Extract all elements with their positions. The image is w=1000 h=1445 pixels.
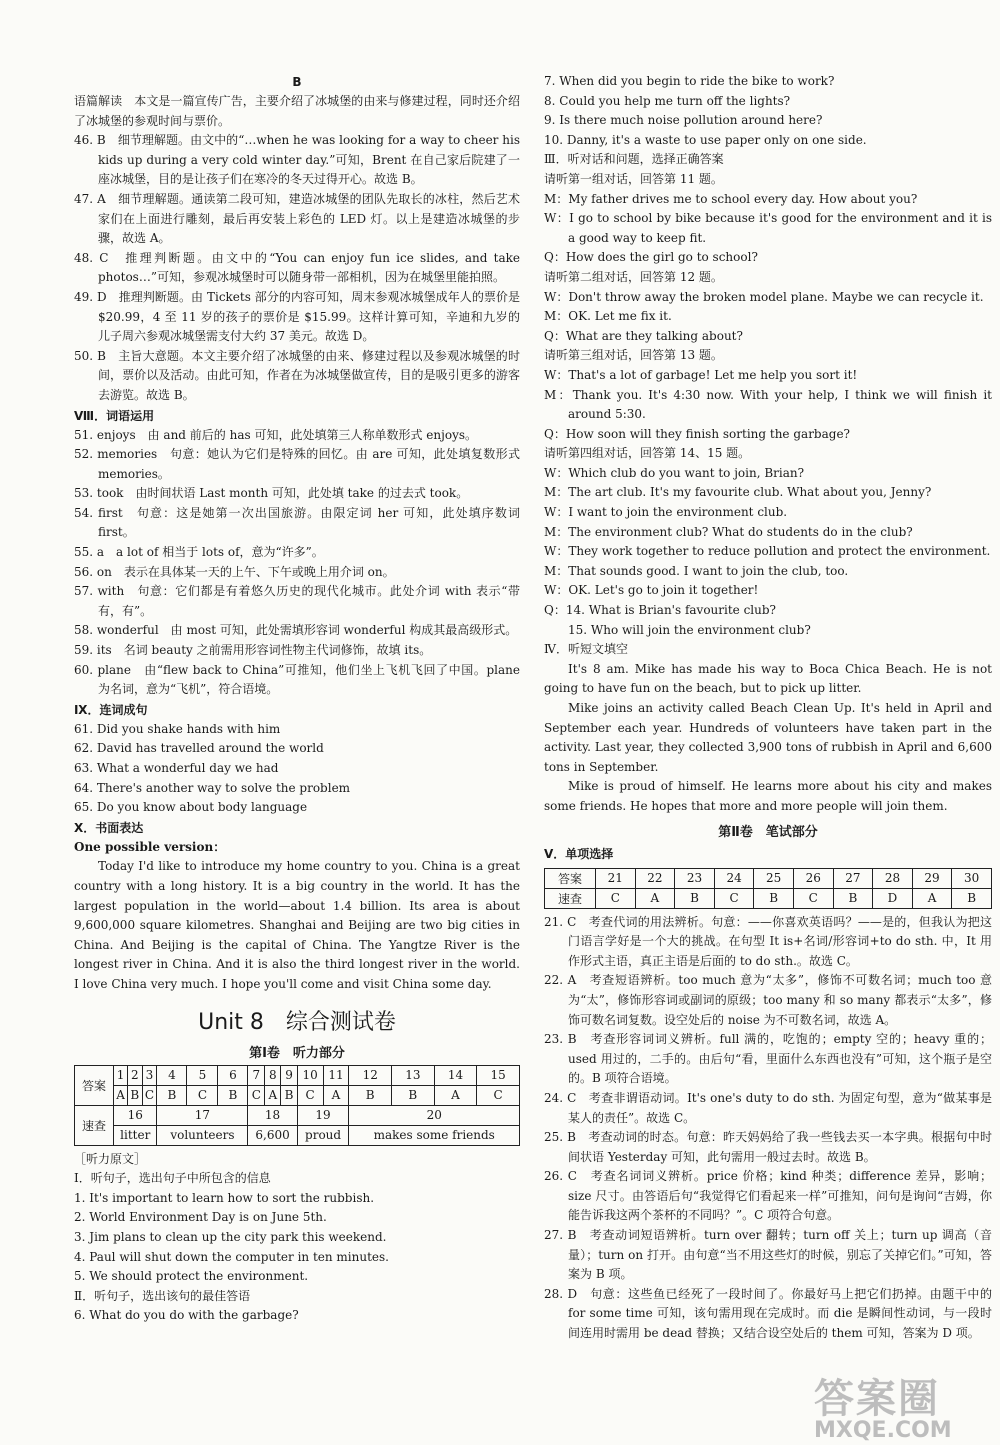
- sentence-5: 5. We should protect the environment.: [74, 1269, 309, 1284]
- answer-label-cell: 答案: [545, 868, 596, 888]
- answer-cell: B: [128, 1085, 142, 1105]
- answer-cell: A: [265, 1085, 281, 1105]
- answer-cell: litter: [114, 1125, 157, 1145]
- answer-cell: B: [281, 1085, 297, 1105]
- answer-51: 51. enjoys 由 and 前后的 has 可知，此处填第三人称单数形式 enjoys。: [74, 427, 478, 442]
- sentence-4: 4. Paul will shut down the computer in ten minutes.: [74, 1249, 389, 1264]
- answer-cell: C: [477, 1085, 520, 1105]
- qnum-cell: 26: [793, 868, 833, 888]
- answer-59: 59. its 名词 beauty 之前需用形容词性物主代词修饰，故填 its。: [74, 643, 432, 658]
- section-9-heading: Ⅸ．连词成句: [74, 702, 148, 717]
- sentence-9: 9. Is there much noise pollution around here?: [544, 113, 823, 128]
- answer-cell: A: [114, 1085, 128, 1105]
- answer-cell: D: [873, 888, 913, 908]
- left-column: [74, 72, 520, 1326]
- part-iii-heading: Ⅲ．听对话和问题，选择正确答案: [544, 152, 724, 167]
- answer-21: 21. C 考查代词的用法辨析。句意：——你喜欢英语吗？——是的，但我认为把这门语言学好是一个大的挑战。在句型 It is+名词/形容词+to do sth. 中，It 用作形式主语，真正主语是后面的 to do sth.。故选 C。: [544, 914, 992, 968]
- part-iv-heading: Ⅳ．听短文填空: [544, 642, 628, 657]
- answer-cell: C: [714, 888, 754, 908]
- qnum-cell: 8: [265, 1065, 281, 1085]
- answer-24: 24. C 考查非谓语动词。It's one's duty to do sth. 为固定句型，意为“做某事是某人的责任”。故选 C。: [544, 1090, 992, 1125]
- qnum-cell: 21: [596, 868, 636, 888]
- qnum-cell: 13: [392, 1065, 435, 1085]
- answer-cell: C: [297, 1085, 323, 1105]
- dialogue-line: M：Thank you. It's 4:30 now. With your help, I think we will finish it around 5:30.: [544, 387, 992, 422]
- answer-cell: proud: [297, 1125, 349, 1145]
- unit-title: Unit 8 综合测试卷: [198, 1009, 396, 1035]
- answer-cell: makes some friends: [349, 1125, 520, 1145]
- answer-cell: C: [596, 888, 636, 908]
- listening-part-title: 第Ⅰ卷 听力部分: [249, 1045, 345, 1061]
- part-i-heading: Ⅰ．听句子，选出句子中所包含的信息: [74, 1171, 271, 1186]
- sentence-10: 10. Danny, it's a waste to use paper only on one side.: [544, 132, 867, 147]
- quick-label-cell: 速查: [545, 888, 596, 908]
- sentence-8: 8. Could you help me turn off the lights?: [544, 93, 791, 108]
- group-1-instruction: 请听第一组对话，回答第 11 题。: [544, 171, 723, 186]
- answer-27: 27. B 考查动词短语辨析。turn over 翻转；turn off 关上；turn up 调高（音量）；turn on 打开。由句意“当不用这些灯的时候，别忘了关掉它们。”可知，答案为 B 项。: [544, 1228, 992, 1282]
- qnum-cell: 24: [714, 868, 754, 888]
- qnum-cell: 30: [952, 868, 992, 888]
- written-part-title: 第Ⅱ卷 笔试部分: [718, 824, 818, 840]
- dialogue-line: Q：What are they talking about?: [544, 328, 743, 343]
- qnum-cell: 16: [114, 1105, 157, 1125]
- answer-cell: B: [157, 1085, 187, 1105]
- answer-55: 55. a a lot of 相当于 lots of，意为“许多”。: [74, 545, 324, 560]
- answer-cell: C: [793, 888, 833, 908]
- answer-cell: B: [833, 888, 873, 908]
- answer-53: 53. took 由时间状语 Last month 可知，此处填 take 的过去式 took。: [74, 486, 469, 501]
- dialogue-line: Q：How does the girl go to school?: [544, 250, 758, 265]
- answer-61: 61. Did you shake hands with him: [74, 721, 281, 736]
- answer-65: 65. Do you know about body language: [74, 800, 308, 815]
- dialogue-line: M：My father drives me to school every day. How about you?: [544, 191, 918, 206]
- dialogue-line: W：Don't throw away the broken model plane. Maybe we can recycle it.: [544, 289, 984, 304]
- transcript-label: ［听力原文］: [74, 1151, 147, 1166]
- dialogue-line: W：They work together to reduce pollution and protect the environment.: [544, 544, 991, 559]
- answer-cell: B: [675, 888, 715, 908]
- group-4-instruction: 请听第四组对话，回答第 14、15 题。: [544, 446, 751, 461]
- dialogue-line: W：That's a lot of garbage! Let me help you sort it!: [544, 367, 858, 382]
- qnum-cell: 28: [873, 868, 913, 888]
- qnum-cell: 14: [434, 1065, 477, 1085]
- passage-intro: 语篇解读 本文是一篇宣传广告，主要介绍了冰城堡的由来与修建过程，同时还介绍了冰城堡的参观时间与票价。: [74, 94, 520, 128]
- watermark-text: 答案圈: [814, 1376, 940, 1422]
- answer-63: 63. What a wonderful day we had: [74, 761, 279, 775]
- qnum-cell: 18: [248, 1105, 297, 1125]
- qnum-cell: 22: [635, 868, 675, 888]
- sentence-3: 3. Jim plans to clean up the city park this weekend.: [74, 1229, 387, 1244]
- passage-paragraph-1: It's 8 am. Mike has made his way to Boca Chica Beach. He is not going to have fun on the beach, but to pick up litter.: [544, 661, 992, 696]
- answer-cell: B: [218, 1085, 248, 1105]
- answer-cell: volunteers: [157, 1125, 248, 1145]
- sample-essay: Today I'd like to introduce my home country to you. China is a great country with a long history. It is a big country in the world. It has the largest population in the world—about 1.4 billion. Its area is about 9,600,000 square kilometres. Shanghai and Beijing are two big cities in China. And Beijing is the capital of China. The Yangtze River is the longest river in China. And it is also the third longest river in the world. I love China very much. I hope you'll come and visit China some day.: [74, 859, 520, 991]
- qnum-cell: 19: [297, 1105, 349, 1125]
- qnum-cell: 1: [114, 1065, 128, 1085]
- passage-paragraph-2: Mike joins an activity called Beach Clean Up. It's held in April and September each year. Hundreds of volunteers have taken part in the activity. Last year, they collected 3,900 tons of rubbish in April and 6,600 tons in September.: [544, 701, 992, 774]
- section-5-heading: Ⅴ．单项选择: [544, 846, 614, 861]
- qnum-cell: 15: [477, 1065, 520, 1085]
- answer-50: 50. B 主旨大意题。本文主要介绍了冰城堡的由来、修建过程以及参观冰城堡的时间，票价以及活动。由此可知，作者在为冰城堡做宣传，目的是吸引更多的游客去游览。故选 B。: [74, 348, 520, 402]
- answer-cell: B: [349, 1085, 392, 1105]
- quick-label-cell: 速查: [75, 1105, 114, 1145]
- answer-cell: C: [142, 1085, 157, 1105]
- answer-58: 58. wonderful 由 most 可知，此处需填形容词 wonderful 构成其最高级形式。: [74, 623, 518, 638]
- qnum-cell: 4: [157, 1065, 187, 1085]
- answer-cell: B: [754, 888, 794, 908]
- qnum-cell: 17: [157, 1105, 248, 1125]
- answer-cell: A: [434, 1085, 477, 1105]
- dialogue-line: 15. Who will join the environment club?: [568, 622, 811, 637]
- mc-answer-table: [544, 868, 992, 909]
- section-b-heading: B: [292, 75, 302, 89]
- passage-paragraph-3: Mike is proud of himself. He learns more about his city and makes some friends. He hopes that more and more people will join them.: [544, 779, 992, 813]
- qnum-cell: 12: [349, 1065, 392, 1085]
- answer-cell: C: [248, 1085, 265, 1105]
- dialogue-line: M：That sounds good. I want to join the club, too.: [544, 563, 849, 578]
- answer-cell: A: [912, 888, 952, 908]
- qnum-cell: 10: [297, 1065, 323, 1085]
- answer-cell: B: [392, 1085, 435, 1105]
- answer-23: 23. B 考查形容词词义辨析。full 满的，吃饱的；empty 空的；heavy 重的；used 用过的，二手的。由后句“看，里面什么东西也没有”可知，这个瓶子是空的。B 项符合语境。: [544, 1032, 992, 1086]
- answer-56: 56. on 表示在具体某一天的上午、下午或晚上用介词 on。: [74, 564, 395, 579]
- watermark: [814, 1367, 994, 1443]
- section-8-heading: Ⅷ．词语运用: [74, 408, 155, 423]
- answer-26: 26. C 考查名词词义辨析。price 价格；kind 种类；difference 差异，影响；size 尺寸。由答语后句“我觉得它们看起来一样”可推知，问句是询问“吉姆，你能告诉我这两个茶杯的不同吗？”。C 项符合句意。: [544, 1169, 992, 1223]
- part-ii-heading: Ⅱ．听句子，选出该句的最佳答语: [74, 1288, 251, 1303]
- dialogue-line: W：Which club do you want to join, Brian?: [544, 465, 805, 480]
- group-3-instruction: 请听第三组对话，回答第 13 题。: [544, 348, 723, 363]
- answer-46: 46. B 细节理解题。由文中的“…when he was looking for a way to cheer his kids up during a very cold winter day.”可知，Brent 在自己家后院建了一座冰城堡，目的是让孩子们在寒冷的冬天过得开心。故选 B。: [74, 133, 520, 187]
- answer-cell: B: [952, 888, 992, 908]
- qnum-cell: 29: [912, 868, 952, 888]
- answer-25: 25. B 考查动词的时态。句意：昨天妈妈给了我一些钱去买一本字典。根据句中时间状语 Yesterday 可知，此句需用一般过去时。故选 B。: [544, 1130, 992, 1164]
- answer-cell: A: [635, 888, 675, 908]
- answer-cell: 6,600: [248, 1125, 297, 1145]
- possible-version-label: One possible version：: [74, 839, 226, 854]
- answer-cell: C: [187, 1085, 218, 1105]
- dialogue-line: W：OK. Let's go to join it together!: [544, 583, 759, 598]
- qnum-cell: 3: [142, 1065, 157, 1085]
- answer-47: 47. A 细节理解题。通读第二段可知，建造冰城堡的团队先取长的冰柱，然后艺术家们在上面进行雕刻，最后再安装上彩色的 LED 灯。以上是建造冰城堡的步骤，故选 A。: [74, 191, 520, 246]
- dialogue-line: W：I want to join the environment club.: [544, 505, 788, 520]
- dialogue-line: W：I go to school by bike because it's good for the environment and it is a good way to keep fit.: [544, 211, 992, 245]
- qnum-cell: 9: [281, 1065, 297, 1085]
- sentence-6: 6. What do you do with the garbage?: [74, 1308, 299, 1323]
- qnum-cell: 6: [218, 1065, 248, 1085]
- qnum-cell: 25: [754, 868, 794, 888]
- qnum-cell: 20: [349, 1105, 520, 1125]
- sentence-2: 2. World Environment Day is on June 5th.: [74, 1210, 327, 1225]
- qnum-cell: 5: [187, 1065, 218, 1085]
- answer-28: 28. D 句意：这些鱼已经死了一段时间了。你最好马上把它们扔掉。由题干中的 for some time 可知，该句需用现在完成时。而 die 是瞬间性动词，与一段时间连用时需用 be dead 替换；又结合设空处后的 them 可知，答案为 D 项。: [544, 1286, 992, 1341]
- answer-54: 54. first 句意：这是她第一次出国旅游。由限定词 her 可知，此处填序数词 first。: [74, 505, 520, 540]
- dialogue-line: M：The art club. It's my favourite club. What about you, Jenny?: [544, 485, 932, 500]
- qnum-cell: 11: [323, 1065, 349, 1085]
- group-2-instruction: 请听第二组对话，回答第 12 题。: [544, 269, 723, 284]
- answer-57: 57. with 句意：它们都是有着悠久历史的现代化城市。此处介词 with 表示“带有，有”。: [74, 584, 520, 618]
- qnum-cell: 27: [833, 868, 873, 888]
- answer-64: 64. There's another way to solve the problem: [74, 780, 351, 795]
- answer-62: 62. David has travelled around the world: [74, 741, 324, 756]
- answer-22: 22. A 考查短语辨析。too much 意为“太多”，修饰不可数名词；much too 意为“太”，修饰形容词或副词的原级；too many 和 so many 都表示“太多”，修饰可数名词复数。设空处后的 noise 为不可数名词，故选 A。: [544, 973, 992, 1027]
- qnum-cell: 23: [675, 868, 715, 888]
- answer-60: 60. plane 由“flew back to China”可推知，他们坐上飞机飞回了中国。plane 为名词，意为“飞机”，符合语境。: [74, 662, 520, 697]
- section-10-heading: Ⅹ．书面表达: [74, 820, 144, 835]
- dialogue-line: Q：14. What is Brian's favourite club?: [544, 603, 776, 618]
- sentence-7: 7. When did you begin to ride the bike to work?: [544, 74, 835, 88]
- right-column: [544, 72, 992, 1344]
- qnum-cell: 7: [248, 1065, 265, 1085]
- answer-48: 48. C 推理判断题。由文中的“You can enjoy fun ice slides, and take photos…”可知，参观冰城堡时可以随身带一部相机，因为在城堡里能拍照。: [74, 250, 520, 285]
- dialogue-line: M：OK. Let me fix it.: [544, 309, 672, 324]
- listening-answer-table: [74, 1065, 520, 1146]
- watermark-url: MXQE.COM: [814, 1418, 952, 1443]
- answer-52: 52. memories 句意：她认为它们是特殊的回忆。由 are 可知，此处填复数形式 memories。: [74, 447, 520, 481]
- qnum-cell: 2: [128, 1065, 142, 1085]
- dialogue-line: Q：How soon will they finish sorting the garbage?: [544, 426, 850, 441]
- sentence-1: 1. It's important to learn how to sort the rubbish.: [74, 1190, 375, 1205]
- dialogue-line: M：The environment club? What do students do in the club?: [544, 524, 913, 539]
- answer-cell: A: [323, 1085, 349, 1105]
- answer-49: 49. D 推理判断题。由 Tickets 部分的内容可知，周末参观冰城堡成年人的票价是 $20.99，4 至 11 岁的孩子的票价是 $15.99。这样计算可知，辛迪和九岁的儿子周六参观冰城堡需支付大约 37 美元。故选 D。: [74, 289, 520, 344]
- answer-label-cell: 答案: [75, 1065, 114, 1105]
